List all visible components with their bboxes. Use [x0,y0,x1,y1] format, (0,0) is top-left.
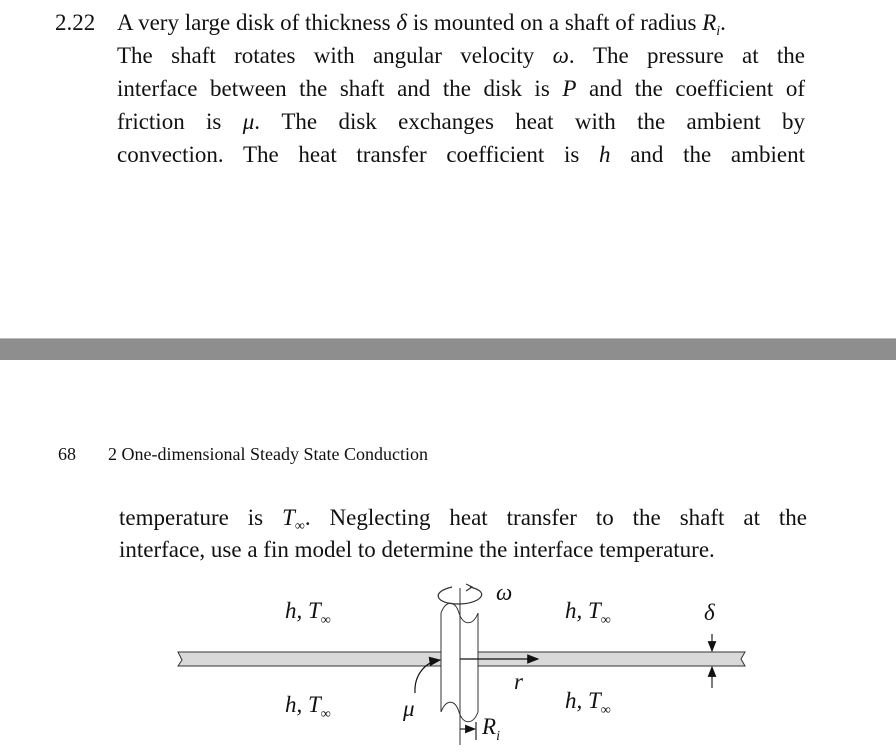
problem-line-1: A very large disk of thickness δ is mounted on a shaft of radius $R_i$. [117,10,726,39]
label-omega: ω [496,580,513,605]
label-r: r [514,669,523,694]
label-top-right: h, $T_\infty$ [565,598,611,628]
page2-line-2: interface, use a fin model to determine the interface temperature. [119,537,715,562]
label-Ri: $R_i$ [482,714,500,744]
shaft [441,588,478,745]
page-number: 68 [58,444,76,464]
label-delta: δ [704,600,715,625]
running-head: 2 One-dimensional Steady State Conduction [108,444,428,464]
label-top-left: h, $T_\infty$ [285,598,331,628]
label-bottom-left: h, $T_\infty$ [285,692,331,722]
label-mu: μ [403,696,415,721]
problem-number: 2.22 [55,10,96,35]
page2-line-1: temperature is $T_\infty$. Neglecting heat transfer to the shaft at the [119,505,807,534]
label-bottom-right: h, $T_\infty$ [565,688,611,718]
problem-line-5: convection. The heat transfer coefficient is h and the ambient [117,142,805,167]
radius-dimension [460,722,476,740]
problem-line-2: The shaft rotates with angular velocity ω. The pressure at the [117,43,806,68]
problem-line-4: friction is μ. The disk exchanges heat with the ambient by [117,109,805,134]
problem-line-3: interface between the shaft and the disk is P and the coefficient of [117,76,805,101]
